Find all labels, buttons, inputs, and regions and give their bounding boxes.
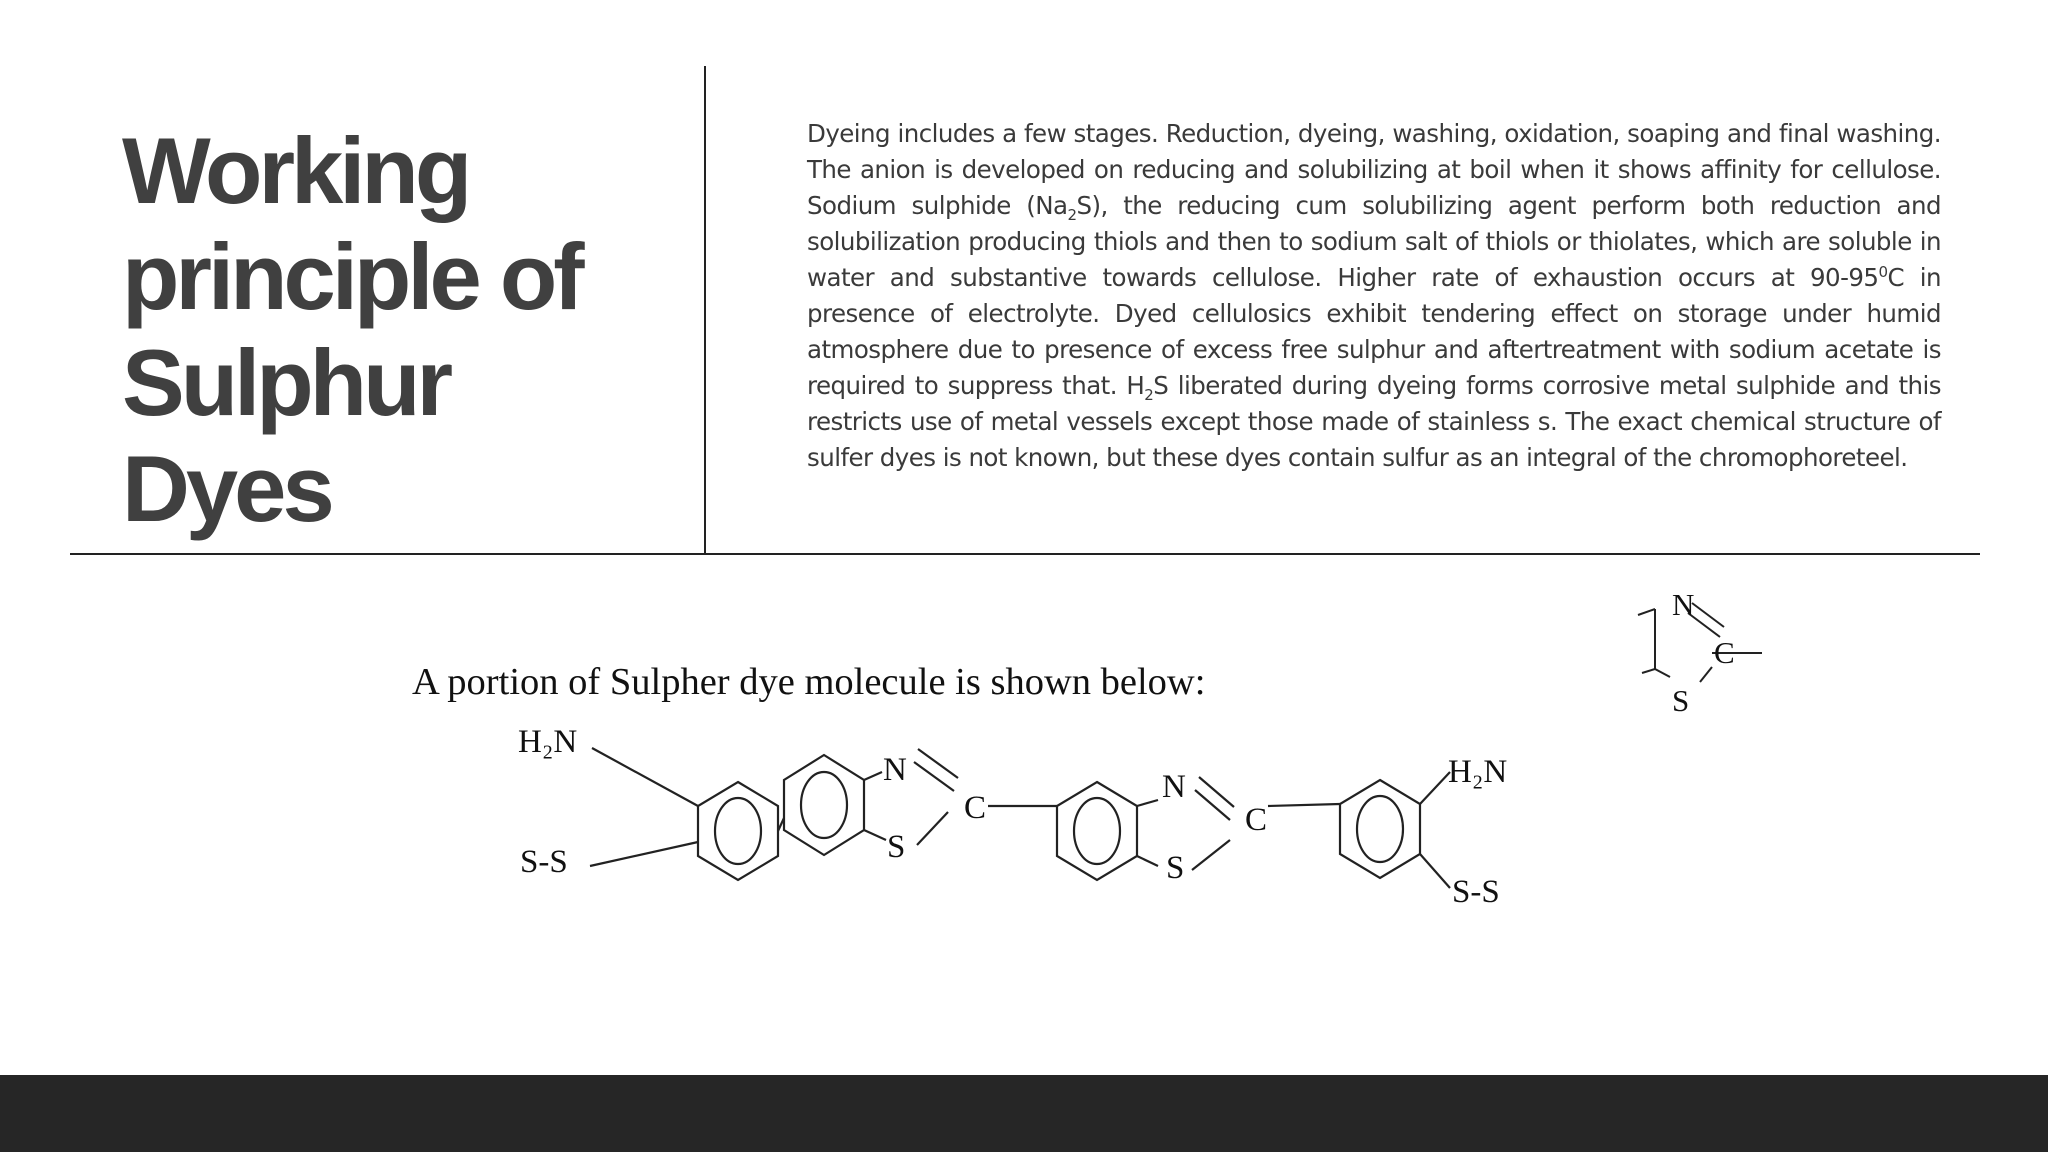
label-s-1: S <box>887 829 906 865</box>
footer-bar <box>0 1075 2048 1152</box>
slide-title <box>122 118 682 542</box>
paragraph-part-4: S liberated during dyeing forms corrosive metal sulphide and this restricts use of metal vessels except those made of stainless s. The exact chemical structure of sulfer dyes is not known, but these dyes contain sulfur as an integral of the chromophoreteel. <box>807 371 1942 472</box>
horizontal-divider <box>70 553 1980 555</box>
subscript-2: 2 <box>1144 385 1154 404</box>
paragraph-part-3: C in presence of electrolyte. Dyed cellulosics exhibit tendering effect on storage under humid atmosphere due to presence of excess free sulphur and aftertreatment with sodium acetate is required to suppress that. H <box>807 263 1941 400</box>
molecule-structure <box>420 700 1570 1090</box>
superscript-1: 0 <box>1878 262 1888 281</box>
label-h2n-left: H₂N <box>518 724 578 760</box>
body-paragraph <box>807 116 1941 476</box>
subscript-1: 2 <box>1067 205 1077 224</box>
fragment-label-n: N <box>1672 587 1695 622</box>
vertical-divider <box>704 66 706 554</box>
title-line-1: Working <box>122 118 469 223</box>
title-line-4: Dyes <box>122 436 331 541</box>
thiazole-fragment <box>1600 575 1780 735</box>
paragraph-part-1: Dyeing includes a few stages. Reduction, dyeing, washing, oxidation, soaping and final washing. The anion is developed on reducing and solubilizing at boil when it shows affinity for cellulose. Sodium sulphide (Na <box>807 119 1941 220</box>
label-ss-right: S-S <box>1452 874 1500 910</box>
label-n-1: N <box>883 752 907 788</box>
title-line-2: principle of <box>122 224 581 329</box>
label-c-2: C <box>1245 802 1268 838</box>
paragraph-part-2: S), the reducing cum solubilizing agent perform both reduction and solubilization producing thiols and then to sodium salt of thiols or thiolates, which are soluble in water and substantive towards cellulose. Higher rate of exhaustion occurs at 90-95 <box>807 191 1942 292</box>
label-n-2: N <box>1162 769 1186 805</box>
fragment-label-s: S <box>1672 683 1690 718</box>
label-c-1: C <box>964 790 987 826</box>
title-line-3: Sulphur <box>122 330 450 435</box>
label-s-2: S <box>1166 850 1185 886</box>
fragment-label-c: C <box>1714 635 1735 670</box>
figure-caption: A portion of Sulpher dye molecule is shown below: <box>412 661 1206 703</box>
label-h2n-right: H₂N <box>1448 754 1508 790</box>
label-ss-left: S-S <box>520 844 568 880</box>
